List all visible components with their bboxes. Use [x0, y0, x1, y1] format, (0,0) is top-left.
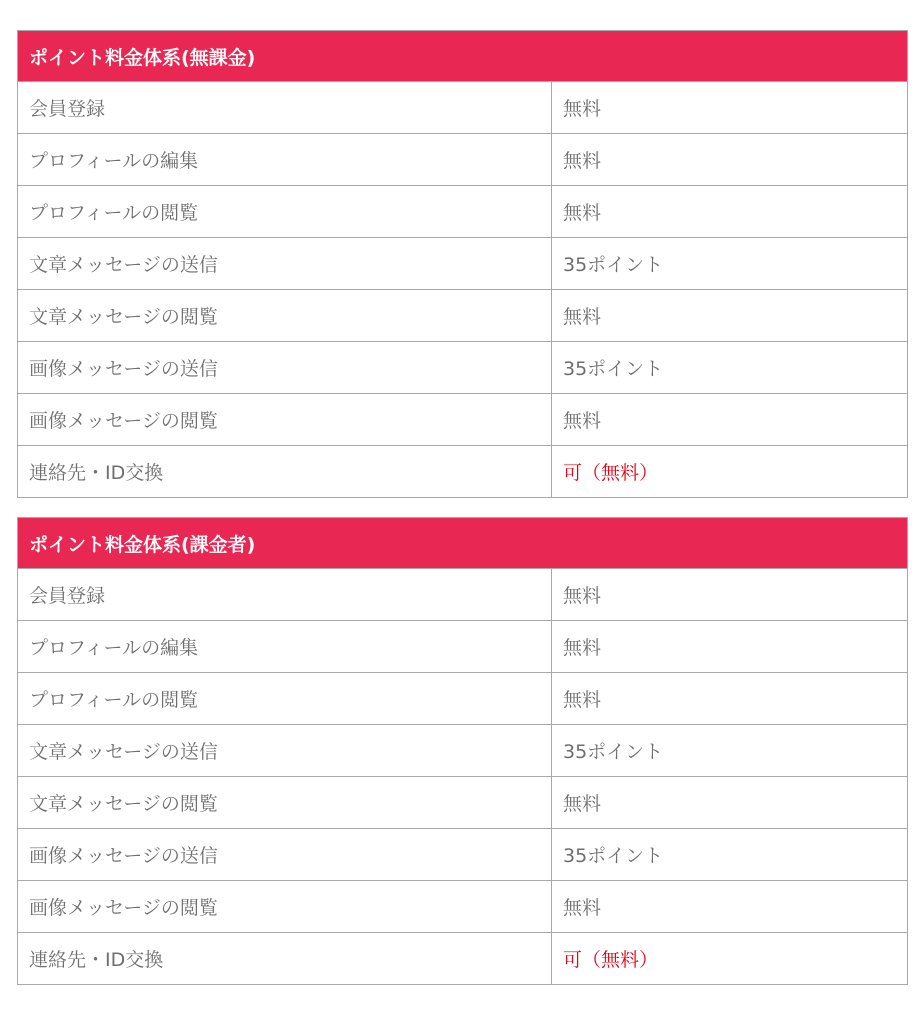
table-row — [18, 933, 908, 985]
table-row — [18, 394, 908, 446]
price-cell: 無料 — [552, 134, 908, 186]
price-cell: 35ポイント — [552, 342, 908, 394]
feature-cell: 文章メッセージの閲覧 — [18, 290, 552, 342]
price-cell: 35ポイント — [552, 829, 908, 881]
price-cell: 無料 — [552, 186, 908, 238]
table-row — [18, 82, 908, 134]
feature-cell: 文章メッセージの閲覧 — [18, 777, 552, 829]
price-cell: 無料 — [552, 881, 908, 933]
feature-cell: プロフィールの閲覧 — [18, 673, 552, 725]
price-cell: 無料 — [552, 569, 908, 621]
price-cell: 無料 — [552, 673, 908, 725]
table-header-row — [18, 518, 908, 569]
feature-cell: プロフィールの編集 — [18, 134, 552, 186]
price-cell: 35ポイント — [552, 725, 908, 777]
price-cell-highlight: 可（無料） — [552, 933, 908, 985]
pricing-table-paid — [17, 517, 908, 985]
feature-cell: 文章メッセージの送信 — [18, 725, 552, 777]
feature-cell: プロフィールの閲覧 — [18, 186, 552, 238]
table-row — [18, 725, 908, 777]
table-row — [18, 881, 908, 933]
table-title: ポイント料金体系(課金者) — [18, 518, 908, 569]
price-cell: 無料 — [552, 394, 908, 446]
feature-cell: 会員登録 — [18, 569, 552, 621]
table-row — [18, 186, 908, 238]
price-cell: 35ポイント — [552, 238, 908, 290]
price-cell: 無料 — [552, 82, 908, 134]
feature-cell: 連絡先・ID交換 — [18, 446, 552, 498]
table-row — [18, 621, 908, 673]
table-row — [18, 673, 908, 725]
price-cell: 無料 — [552, 777, 908, 829]
price-cell: 無料 — [552, 290, 908, 342]
feature-cell: 文章メッセージの送信 — [18, 238, 552, 290]
table-row — [18, 238, 908, 290]
table-row — [18, 134, 908, 186]
pricing-table-free — [17, 30, 908, 498]
feature-cell: プロフィールの編集 — [18, 621, 552, 673]
feature-cell: 連絡先・ID交換 — [18, 933, 552, 985]
feature-cell: 画像メッセージの送信 — [18, 829, 552, 881]
feature-cell: 画像メッセージの送信 — [18, 342, 552, 394]
table-title: ポイント料金体系(無課金) — [18, 31, 908, 82]
table-row — [18, 446, 908, 498]
table-row — [18, 829, 908, 881]
table-row — [18, 342, 908, 394]
table-row — [18, 569, 908, 621]
price-cell-highlight: 可（無料） — [552, 446, 908, 498]
feature-cell: 画像メッセージの閲覧 — [18, 881, 552, 933]
table-header-row — [18, 31, 908, 82]
price-cell: 無料 — [552, 621, 908, 673]
table-row — [18, 777, 908, 829]
feature-cell: 会員登録 — [18, 82, 552, 134]
feature-cell: 画像メッセージの閲覧 — [18, 394, 552, 446]
table-row — [18, 290, 908, 342]
